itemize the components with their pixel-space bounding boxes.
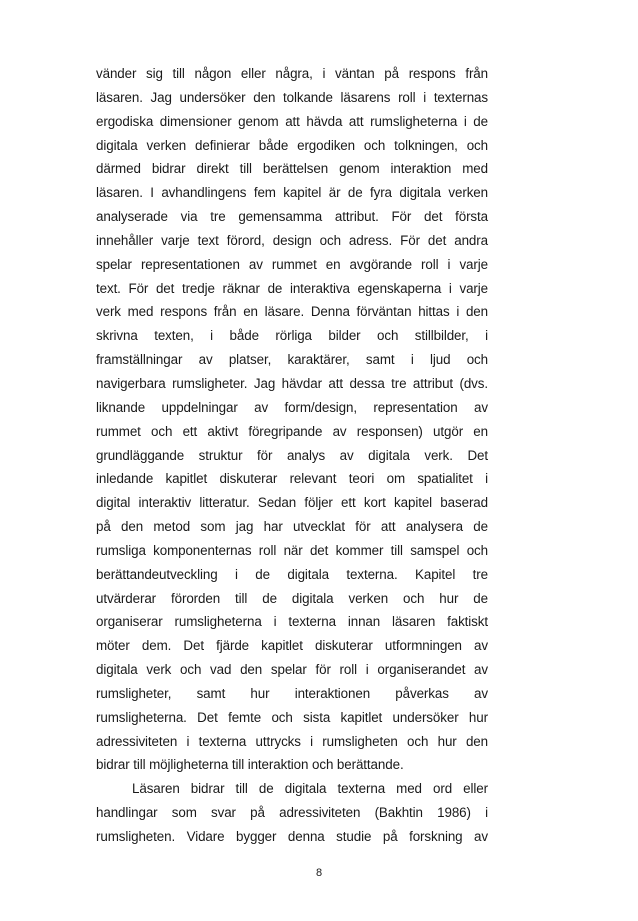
body-text: [96, 62, 488, 849]
text-line: digitala verk och vad den spelar för roll i organiserandet av: [96, 662, 488, 678]
text-line: adressiviteten i texterna uttrycks i rumsligheten och hur den: [96, 733, 488, 749]
text-line: innehåller varje text förord, design och adress. För det andra: [96, 232, 488, 248]
text-line: skrivna texten, i både rörliga bilder och stillbilder, i: [96, 328, 488, 344]
text-line: spelar representationen av rummet en avgörande roll i varje: [96, 256, 488, 272]
text-line-paragraph-start: Läsaren bidrar till de digitala texterna med ord eller: [132, 781, 488, 797]
text-line: inledande kapitlet diskuterar relevant teori om spatialitet i: [96, 471, 488, 487]
text-line: möter dem. Det fjärde kapitlet diskuterar utformningen av: [96, 638, 488, 654]
text-line: verk med respons från en läsare. Denna förväntan hittas i den: [96, 304, 488, 320]
text-line: navigerbara rumsligheter. Jag hävdar att dessa tre attribut (dvs.: [96, 375, 488, 391]
text-line: organiserar rumsligheterna i texterna innan läsaren faktiskt: [96, 614, 488, 630]
text-line: analyserade via tre gemensamma attribut. För det första: [96, 209, 488, 225]
text-line: text. För det tredje räknar de interaktiva egenskaperna i varje: [96, 280, 488, 296]
text-line: berättandeutveckling i de digitala texterna. Kapitel tre: [96, 566, 488, 582]
text-line: digital interaktiv litteratur. Sedan följer ett kort kapitel baserad: [96, 495, 488, 511]
text-line: därmed bidrar direkt till berättelsen genom interaktion med: [96, 161, 488, 177]
text-line: läsaren. Jag undersöker den tolkande läsarens roll i texternas: [96, 89, 488, 105]
text-line: rumsligheter, samt hur interaktionen påverkas av: [96, 685, 488, 701]
text-line: handlingar som svar på adressiviteten (Bakhtin 1986) i: [96, 805, 488, 821]
text-line: läsaren. I avhandlingens fem kapitel är de fyra digitala verken: [96, 185, 488, 201]
text-line-paragraph-end: bidrar till möjligheterna till interaktion och berättande.: [96, 757, 404, 773]
text-line: ergodiska dimensioner genom att hävda att rumsligheterna i de: [96, 113, 488, 129]
text-line: rummet och ett aktivt föregripande av responsen) utgör en: [96, 423, 488, 439]
text-line: rumsligheten. Vidare bygger denna studie på forskning av: [96, 829, 488, 844]
text-line: liknande uppdelningar av form/design, representation av: [96, 399, 488, 415]
text-line: grundläggande struktur för analys av digitala verk. Det: [96, 447, 488, 463]
page-number: 8: [315, 867, 323, 879]
text-line: vänder sig till någon eller några, i väntan på respons från: [96, 66, 488, 81]
text-line: rumsliga komponenternas roll när det kommer till samspel och: [96, 542, 488, 558]
text-line: framställningar av platser, karaktärer, samt i ljud och: [96, 352, 488, 368]
text-line: rumsligheterna. Det femte och sista kapitlet undersöker hur: [96, 709, 488, 725]
text-line: på den metod som jag har utvecklat för att analysera de: [96, 519, 488, 535]
text-line: digitala verken definierar både ergodiken och tolkningen, och: [96, 137, 488, 153]
text-line: utvärderar förorden till de digitala verken och hur de: [96, 590, 488, 606]
